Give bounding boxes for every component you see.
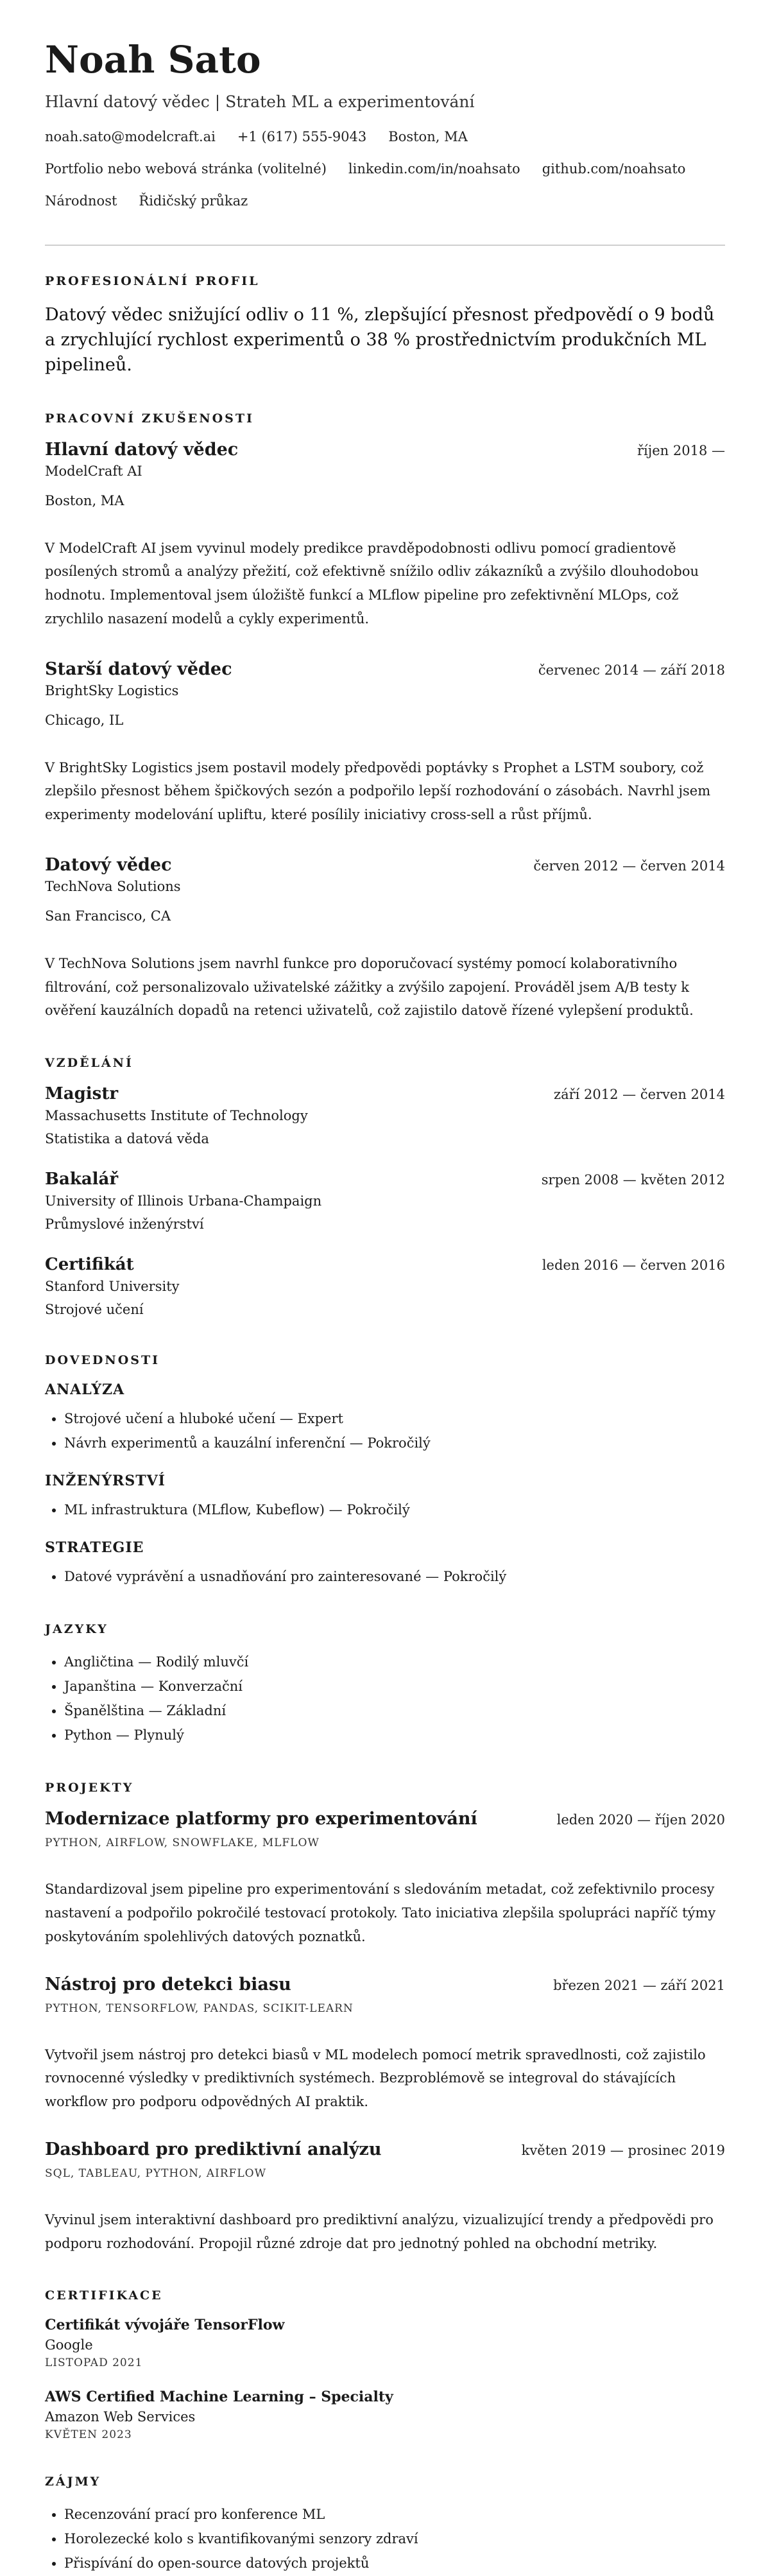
- linkedin-link[interactable]: linkedin.com/in/noahsato: [348, 161, 520, 177]
- degree: Certifikát: [45, 1255, 134, 1275]
- list-item: • Horolezecké kolo s kvantifikovanými senzory zdraví: [64, 2527, 725, 2552]
- education-dates: září 2012 — červen 2014: [554, 1087, 725, 1103]
- location-text: Boston, MA: [388, 129, 468, 145]
- certification-name: AWS Certified Machine Learning – Specialty: [45, 2389, 393, 2406]
- section-title: PRACOVNÍ ZKUŠENOSTI: [45, 411, 254, 426]
- job-location: San Francisco, CA: [45, 908, 171, 924]
- job-company: BrightSky Logistics: [45, 682, 179, 698]
- project-name: Nástroj pro detekci biasu: [45, 1974, 291, 1994]
- list-item: • Návrh experimentů a kauzální inferenční — Pokročilý: [64, 1431, 725, 1456]
- project-dates: leden 2020 — říjen 2020: [556, 1812, 725, 1828]
- project-dates: březen 2021 — září 2021: [553, 1977, 725, 1993]
- field-of-study: Strojové učení: [45, 1301, 144, 1317]
- job-description: V TechNova Solutions jsem navrhl funkce pro doporučovací systémy pomocí kolaborativního filtrování, což personalizovalo uživatelské zážitky a zvýšilo zapojení. Prováděl jsem A/B testy k ověření kauzálních dopadů na retenci uživatelů, což zajistilo datově řízené vylepšení produktů.: [45, 955, 694, 1019]
- project-description: Vyvinul jsem interaktivní dashboard pro prediktivní analýzu, vizualizující trendy a předpovědi pro podporu rozhodování. Propojil různé zdroje dat pro jednotný pohled na obchodní metriky.: [45, 2211, 714, 2251]
- degree: Bakalář: [45, 1170, 119, 1189]
- project-description: Standardizoval jsem pipeline pro experimentování s sledováním metadat, což zefektivnilo procesy nastavení a podpořilo pokročilé testovací protokoly. Tato iniciativa zlepšila spolupráci napříč týmy poskytováním spolehlivých datových poznatků.: [45, 1881, 716, 1944]
- education-entry: [45, 1255, 725, 1320]
- job-entry: [45, 855, 725, 1023]
- list-item: • Přispívání do open-source datových projektů: [64, 2552, 725, 2576]
- skill-group: [45, 1381, 725, 1456]
- job-title: Starší datový vědec: [45, 659, 232, 679]
- project-name: Modernizace platformy pro experimentování: [45, 1809, 477, 1829]
- job-company: TechNova Solutions: [45, 878, 181, 894]
- list-item: • Japanština — Konverzační: [64, 1675, 725, 1699]
- skill-group: [45, 1539, 725, 1589]
- list-item: • ML infrastruktura (MLflow, Kubeflow) — Pokročilý: [64, 1498, 725, 1523]
- school: Stanford University: [45, 1279, 180, 1295]
- job-entry: [45, 440, 725, 631]
- list-item: • Datové vyprávění a usnadňování pro zainteresované — Pokročilý: [64, 1565, 725, 1589]
- school: University of Illinois Urbana-Champaign: [45, 1193, 322, 1209]
- job-location: Boston, MA: [45, 492, 124, 508]
- certifications-section: [45, 2288, 725, 2441]
- list-item: • Recenzování prací pro konference ML: [64, 2503, 725, 2527]
- project-description: Vytvořil jsem nástroj pro detekci biasů v ML modelech pomocí metrik spravedlnosti, což zajistilo rovnocenné výsledky v prediktivních systémech. Bezproblémově se integroval do stávajících workflow pro podporu odpovědných AI praktik.: [45, 2046, 706, 2110]
- candidate-name: Noah Sato: [45, 38, 261, 82]
- project-tech: PYTHON, AIRFLOW, SNOWFLAKE, MLFLOW: [45, 1837, 320, 1850]
- certification-entry: [45, 2317, 725, 2369]
- education-entry: [45, 1084, 725, 1149]
- job-description: V BrightSky Logistics jsem postavil modely předpovědi poptávky s Prophet a LSTM soubory, což zlepšilo přesnost během špičkových sezón a podpořilo lepší rozhodování o zásobách. Navrhl jsem experimenty modelování upliftu, které posílily iniciativy cross-sell a růst příjmů.: [45, 759, 711, 823]
- project-tech: PYTHON, TENSORFLOW, PANDAS, SCIKIT-LEARN: [45, 2001, 354, 2015]
- field-of-study: Statistika a datová věda: [45, 1130, 209, 1146]
- project-entry: [45, 1809, 725, 1948]
- profile-summary: Datový vědec snižující odliv o 11 %, zlepšující přesnost předpovědí o 9 bodů a zrychlující rychlost experimentů o 38 % prostřednictvím produkčních ML pipelineů.: [45, 305, 715, 376]
- certification-name: Certifikát vývojáře TensorFlow: [45, 2317, 285, 2334]
- links-row: [45, 161, 725, 177]
- field-of-study: Průmyslové inženýrství: [45, 1216, 204, 1232]
- projects-section: [45, 1781, 725, 2255]
- skills-section: [45, 1353, 725, 1589]
- certification-entry: [45, 2389, 725, 2441]
- phone-text: +1 (617) 555-9043: [237, 129, 367, 145]
- list-item: • Angličtina — Rodilý mluvčí: [64, 1650, 725, 1675]
- job-dates: červenec 2014 — září 2018: [538, 662, 725, 678]
- contact-row: [45, 129, 725, 144]
- extra-row: [45, 193, 725, 209]
- job-dates: říjen 2018 —: [637, 442, 725, 458]
- list-item: • Španělština — Základní: [64, 1699, 725, 1724]
- interests-section: [45, 2475, 725, 2575]
- job-entry: [45, 659, 725, 827]
- job-title: Hlavní datový vědec: [45, 439, 239, 460]
- job-dates: červen 2012 — červen 2014: [533, 858, 725, 874]
- github-link[interactable]: github.com/noahsato: [542, 161, 686, 177]
- section-title: VZDĚLÁNÍ: [45, 1056, 133, 1071]
- languages-section: [45, 1622, 725, 1747]
- section-title: DOVEDNOSTI: [45, 1353, 160, 1368]
- project-entry: [45, 2139, 725, 2256]
- nationality-text: Národnost: [45, 193, 117, 209]
- skill-group: [45, 1473, 725, 1523]
- section-title: CERTIFIKACE: [45, 2288, 163, 2303]
- certification-date: KVĚTEN 2023: [45, 2428, 132, 2442]
- section-title: PROFESIONÁLNÍ PROFIL: [45, 274, 260, 289]
- profile-section: [45, 274, 725, 377]
- section-title: JAZYKY: [45, 1622, 108, 1637]
- degree: Magistr: [45, 1084, 119, 1104]
- project-tech: SQL, TABLEAU, PYTHON, AIRFLOW: [45, 2166, 267, 2180]
- section-title: ZÁJMY: [45, 2475, 101, 2489]
- job-location: Chicago, IL: [45, 712, 124, 728]
- project-name: Dashboard pro prediktivní analýzu: [45, 2139, 382, 2159]
- email-link[interactable]: noah.sato@modelcraft.ai: [45, 129, 216, 145]
- list-item: • Strojové učení a hluboké učení — Expert: [64, 1407, 725, 1431]
- project-dates: květen 2019 — prosinec 2019: [521, 2142, 725, 2158]
- section-title: PROJEKTY: [45, 1781, 134, 1795]
- school: Massachusetts Institute of Technology: [45, 1108, 308, 1124]
- education-dates: leden 2016 — červen 2016: [542, 1258, 725, 1274]
- resume-header: [45, 39, 725, 209]
- portfolio-link[interactable]: Portfolio nebo webová stránka (volitelné): [45, 161, 327, 177]
- job-description: V ModelCraft AI jsem vyvinul modely predikce pravděpodobnosti odlivu pomocí gradientově posílených stromů a analýzy přežití, což efektivně snížilo odliv zákazníků a zvýšilo dlouhodobou hodnotu. Implementoval jsem úložiště funkcí a MLflow pipeline pro zefektivnění MLOps, což zrychlilo nasazení modelů a cykly experimentů.: [45, 540, 699, 627]
- skill-category: STRATEGIE: [45, 1539, 144, 1556]
- license-text: Řidičský průkaz: [139, 193, 248, 209]
- experience-section: [45, 411, 725, 1023]
- project-entry: [45, 1975, 725, 2114]
- skill-category: INŽENÝRSTVÍ: [45, 1472, 166, 1489]
- certification-date: LISTOPAD 2021: [45, 2356, 143, 2370]
- certification-issuer: Google: [45, 2337, 93, 2353]
- education-section: [45, 1056, 725, 1320]
- list-item: • Python — Plynulý: [64, 1724, 725, 1748]
- header-divider: [45, 245, 725, 246]
- skill-category: ANALÝZA: [45, 1381, 125, 1399]
- education-entry: [45, 1170, 725, 1234]
- certification-issuer: Amazon Web Services: [45, 2409, 196, 2425]
- education-dates: srpen 2008 — květen 2012: [541, 1172, 725, 1188]
- headline: Hlavní datový vědec | Strateh ML a experimentování: [45, 92, 475, 111]
- job-title: Datový vědec: [45, 854, 172, 875]
- job-company: ModelCraft AI: [45, 463, 142, 479]
